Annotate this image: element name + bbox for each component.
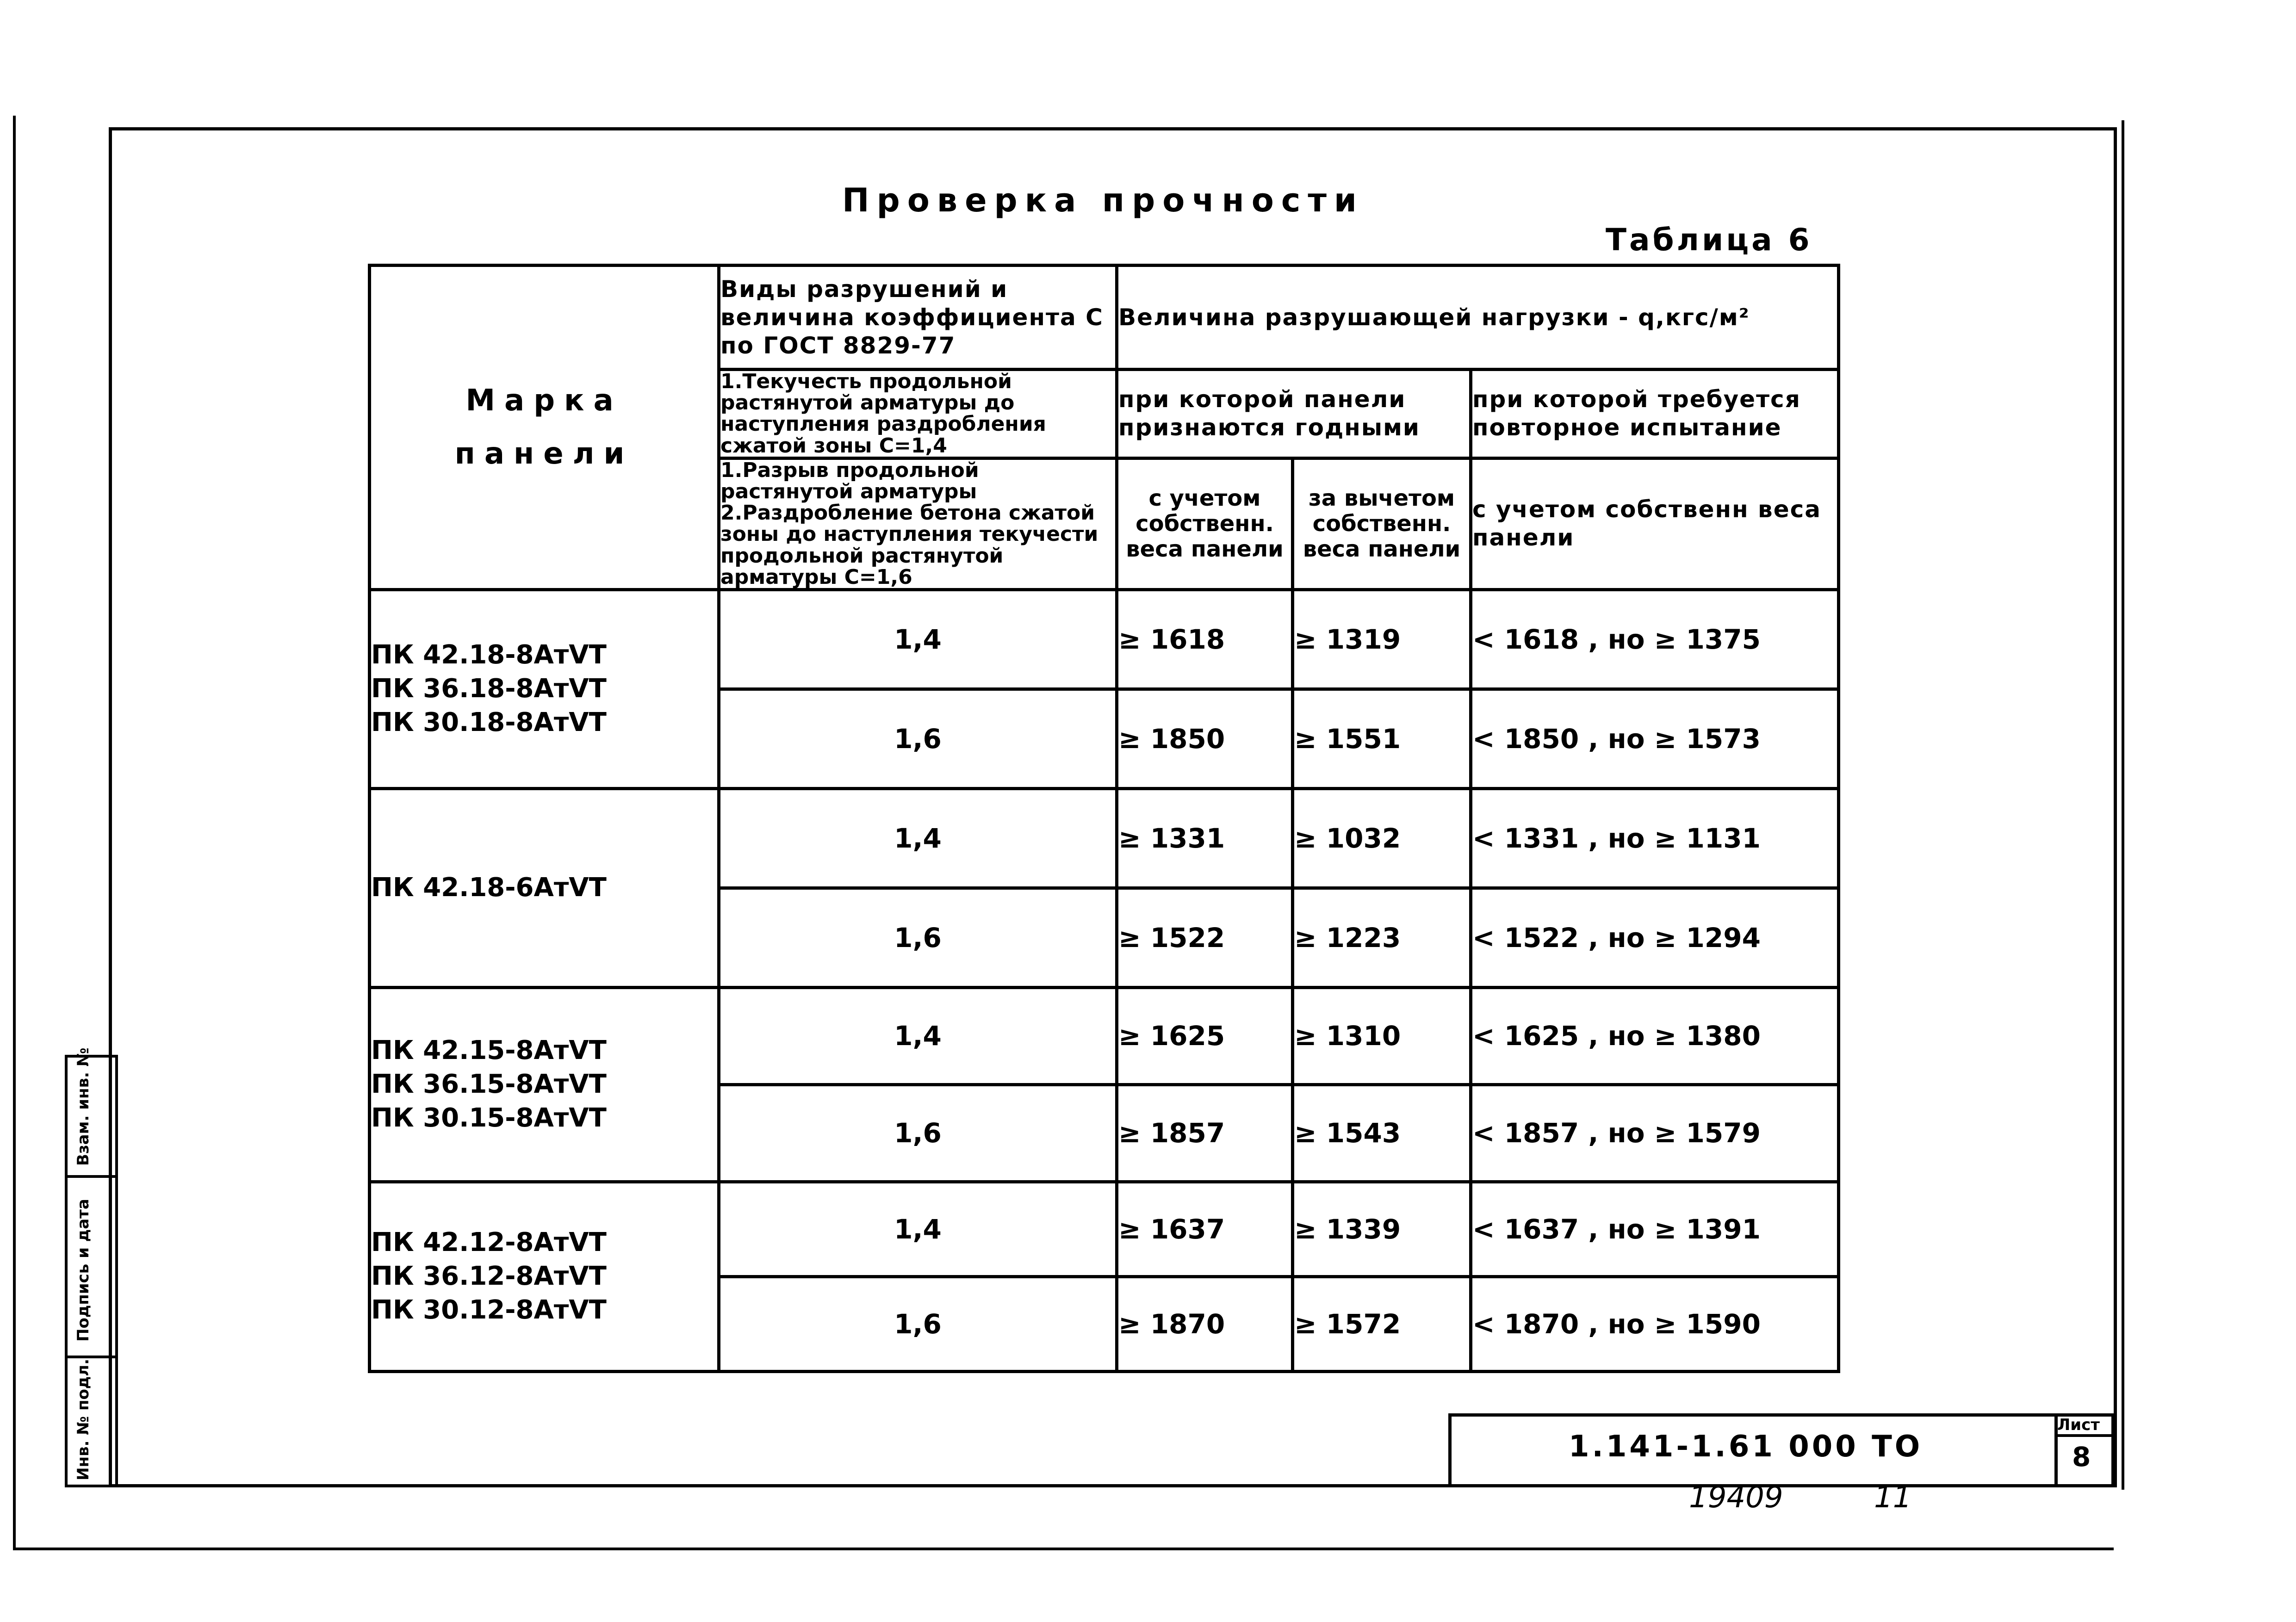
with-weight-cell: ≥ 1870 <box>1117 1276 1293 1371</box>
table-row <box>370 1182 1839 1276</box>
with-weight-header: с учетом собственн. веса панели <box>1117 458 1293 589</box>
sheet-label: Лист <box>2057 1416 2100 1434</box>
with-weight-cell: ≥ 1331 <box>1117 788 1293 888</box>
document-title: Проверка прочности <box>842 181 1364 219</box>
side-stamp-divider <box>65 1356 118 1358</box>
retest-cell: < 1625 , но ≥ 1380 <box>1471 987 1839 1084</box>
minus-weight-cell: ≥ 1223 <box>1293 888 1471 987</box>
failure-type-2: 1.Разрыв продольной растянутой арматуры 2.Раздробление бетона сжатой зоны до наступления текучести продольной растянутой арматуры С=1,6 <box>719 458 1117 589</box>
failure-type-1: 1.Текучесть продольной растянутой арматуры до наступления раздробления сжатой зоны С=1,4 <box>719 370 1117 458</box>
retest-cell: < 1637 , но ≥ 1391 <box>1471 1182 1839 1276</box>
vzam-inv-label: Взам. инв. № <box>74 1047 93 1166</box>
minus-weight-cell: ≥ 1543 <box>1293 1084 1471 1182</box>
with-weight-cell: ≥ 1625 <box>1117 987 1293 1084</box>
panel-marks: ПК 42.12-8АтⅤТ ПК 36.12-8АтⅤТ ПК 30.12-8АтⅤТ <box>370 1182 719 1371</box>
minus-weight-cell: ≥ 1339 <box>1293 1182 1471 1276</box>
marka-label: Марка <box>465 383 623 418</box>
sheet-divider <box>2054 1434 2115 1437</box>
table-row <box>370 589 1839 689</box>
retest-cell: < 1522 , но ≥ 1294 <box>1471 888 1839 987</box>
with-weight-cell: ≥ 1618 <box>1117 589 1293 689</box>
minus-weight-cell: ≥ 1032 <box>1293 788 1471 888</box>
retest-cell: < 1850 , но ≥ 1573 <box>1471 689 1839 788</box>
table-row <box>370 987 1839 1084</box>
bottom-border-line <box>13 1548 2114 1550</box>
load-header: Величина разрушающей нагрузки - q,кгс/м² <box>1117 266 1839 370</box>
with-weight-cell: ≥ 1850 <box>1117 689 1293 788</box>
table-label: Таблица 6 <box>1606 222 1812 258</box>
panel-marks: ПК 42.18-8АтⅤТ ПК 36.18-8АтⅤТ ПК 30.18-8АтⅤТ <box>370 589 719 788</box>
side-stamp-divider <box>65 1175 118 1178</box>
retest-cell: < 1331 , но ≥ 1131 <box>1471 788 1839 888</box>
inv-podl-label: Инв. № подл. <box>74 1358 93 1480</box>
coef-cell: 1,4 <box>719 987 1117 1084</box>
with-weight-cell: ≥ 1522 <box>1117 888 1293 987</box>
handwritten-number-2: 11 <box>1874 1480 1912 1515</box>
retest-cell: < 1857 , но ≥ 1579 <box>1471 1084 1839 1182</box>
coef-cell: 1,4 <box>719 788 1117 888</box>
good-header: при которой панели признаются годными <box>1117 370 1471 458</box>
panel-marks: ПК 42.15-8АтⅤТ ПК 36.15-8АтⅤТ ПК 30.15-8АтⅤТ <box>370 987 719 1182</box>
sheet-number: 8 <box>2072 1441 2091 1473</box>
strength-table <box>368 264 1840 1373</box>
with-weight-cell: ≥ 1857 <box>1117 1084 1293 1182</box>
minus-weight-header: за вычетом собственн. веса панели <box>1293 458 1471 589</box>
document-code: 1.141-1.61 000 ТО <box>1569 1430 1923 1464</box>
coef-cell: 1,6 <box>719 1084 1117 1182</box>
with-weight-cell: ≥ 1637 <box>1117 1182 1293 1276</box>
table-row <box>370 788 1839 888</box>
panel-label: панели <box>454 436 634 471</box>
signature-date-label: Подпись и дата <box>74 1199 93 1342</box>
minus-weight-cell: ≥ 1319 <box>1293 589 1471 689</box>
panel-marks: ПК 42.18-6АтⅤТ <box>370 788 719 987</box>
coef-cell: 1,4 <box>719 1182 1117 1276</box>
coef-cell: 1,4 <box>719 589 1117 689</box>
retest-header: при которой требуется повторное испытание <box>1471 370 1839 458</box>
retest-cell: < 1618 , но ≥ 1375 <box>1471 589 1839 689</box>
left-border-line <box>13 116 16 1550</box>
minus-weight-cell: ≥ 1310 <box>1293 987 1471 1084</box>
right-border-line <box>2122 120 2124 1490</box>
handwritten-number: 19409 <box>1689 1480 1783 1515</box>
marka-header <box>370 266 719 590</box>
coef-cell: 1,6 <box>719 888 1117 987</box>
coef-cell: 1,6 <box>719 1276 1117 1371</box>
minus-weight-cell: ≥ 1551 <box>1293 689 1471 788</box>
minus-weight-cell: ≥ 1572 <box>1293 1276 1471 1371</box>
types-header: Виды разрушений и величина коэффициента С по ГОСТ 8829-77 <box>719 266 1117 370</box>
coef-cell: 1,6 <box>719 689 1117 788</box>
retest-with-weight-header: с учетом собственн веса панели <box>1471 458 1839 589</box>
retest-cell: < 1870 , но ≥ 1590 <box>1471 1276 1839 1371</box>
